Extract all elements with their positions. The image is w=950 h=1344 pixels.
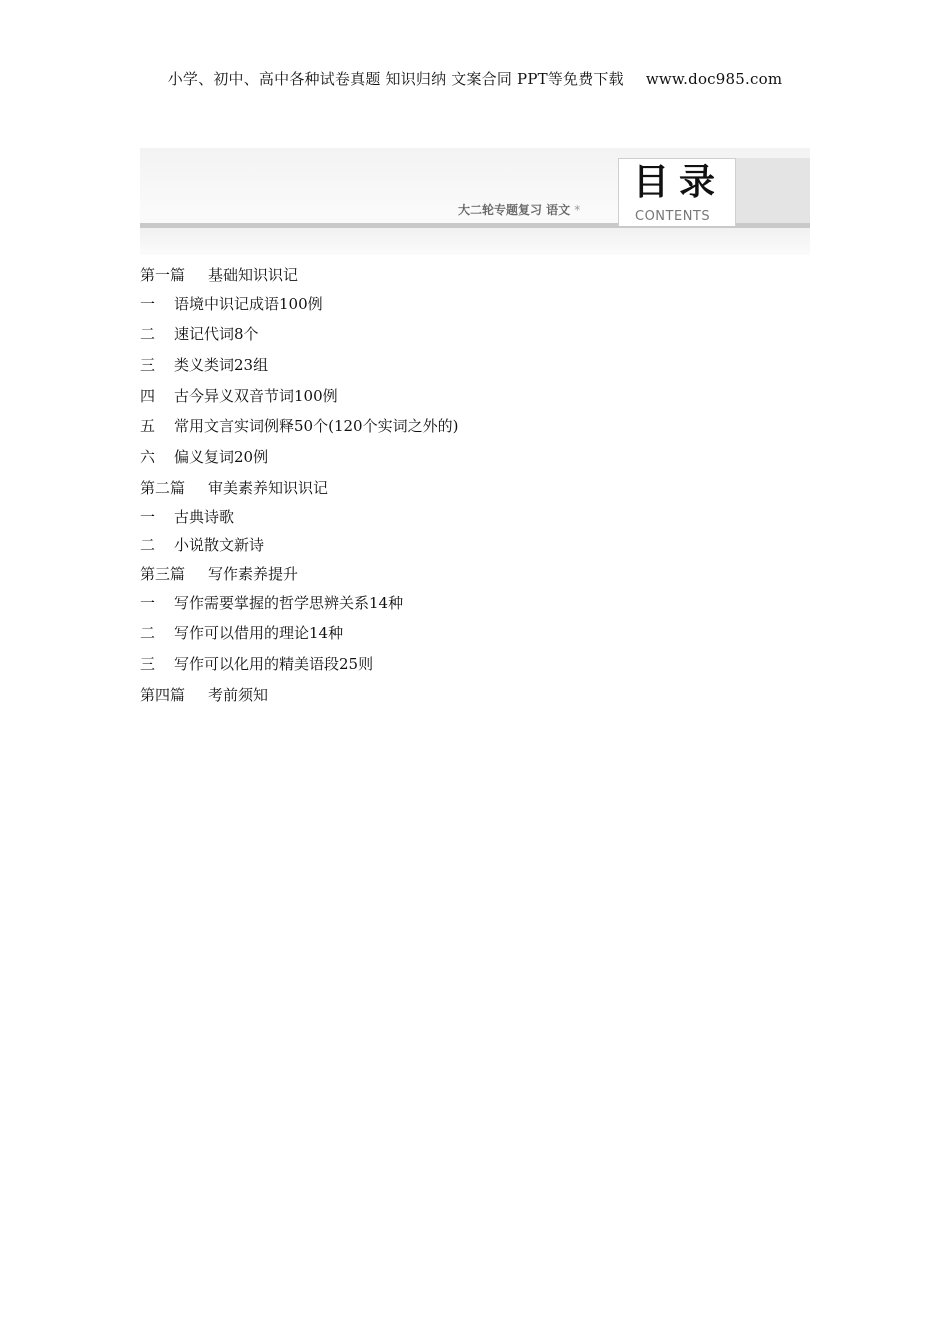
toc-title: 目录 bbox=[633, 162, 726, 203]
toc-item[interactable] bbox=[140, 593, 403, 613]
toc-item[interactable] bbox=[140, 355, 268, 375]
toc-part-2[interactable] bbox=[140, 478, 328, 498]
item-number: 三 bbox=[140, 655, 156, 673]
part-title: 考前须知 bbox=[208, 686, 269, 704]
toc-item[interactable] bbox=[140, 654, 373, 674]
item-title: 语境中识记成语100例 bbox=[174, 295, 323, 313]
part-title: 审美素养知识识记 bbox=[208, 479, 329, 497]
item-title: 类义类词23组 bbox=[174, 356, 269, 374]
toc-banner bbox=[140, 148, 810, 255]
toc-title-box bbox=[618, 158, 736, 226]
item-number: 二 bbox=[140, 536, 156, 554]
header-text: 小学、初中、高中各种试卷真题 知识归纳 文案合同 PPT等免费下载 bbox=[167, 70, 624, 88]
part-title: 写作素养提升 bbox=[208, 565, 299, 583]
item-number: 二 bbox=[140, 624, 156, 642]
course-name: 大二轮专题复习 语文 bbox=[458, 203, 571, 217]
part-number: 第四篇 bbox=[140, 686, 186, 704]
item-title: 常用文言实词例释50个(120个实词之外的) bbox=[174, 417, 459, 435]
page-header bbox=[0, 68, 950, 89]
item-number: 六 bbox=[140, 448, 156, 466]
toc-item[interactable] bbox=[140, 386, 338, 406]
part-number: 第一篇 bbox=[140, 266, 186, 284]
item-number: 一 bbox=[140, 508, 156, 526]
banner-tab bbox=[734, 158, 810, 223]
item-number: 一 bbox=[140, 594, 156, 612]
item-title: 偏义复词20例 bbox=[174, 448, 269, 466]
item-title: 速记代词8个 bbox=[174, 325, 259, 343]
header-site-link[interactable]: www.doc985.com bbox=[645, 70, 783, 88]
toc-item[interactable] bbox=[140, 416, 458, 436]
item-title: 写作需要掌握的哲学思辨关系14种 bbox=[174, 594, 404, 612]
toc-item[interactable] bbox=[140, 447, 268, 467]
toc-item[interactable] bbox=[140, 623, 343, 643]
toc-item[interactable] bbox=[140, 324, 259, 344]
item-number: 五 bbox=[140, 417, 156, 435]
item-title: 写作可以化用的精美语段25则 bbox=[174, 655, 374, 673]
toc-subtitle: CONTENTS bbox=[635, 209, 711, 224]
part-number: 第三篇 bbox=[140, 565, 186, 583]
toc-part-4[interactable] bbox=[140, 685, 268, 705]
toc-part-3[interactable] bbox=[140, 564, 298, 584]
toc-item[interactable] bbox=[140, 294, 323, 314]
toc-item[interactable] bbox=[140, 507, 234, 527]
item-number: 二 bbox=[140, 325, 156, 343]
star-icon: * bbox=[574, 203, 581, 217]
toc-part-1[interactable] bbox=[140, 265, 298, 285]
toc-item[interactable] bbox=[140, 535, 264, 555]
item-title: 古今异义双音节词100例 bbox=[174, 387, 338, 405]
item-title: 古典诗歌 bbox=[174, 508, 235, 526]
item-number: 四 bbox=[140, 387, 156, 405]
item-title: 小说散文新诗 bbox=[174, 536, 265, 554]
item-title: 写作可以借用的理论14种 bbox=[174, 624, 344, 642]
part-number: 第二篇 bbox=[140, 479, 186, 497]
banner-course-label bbox=[458, 201, 580, 218]
banner-shade bbox=[140, 228, 810, 255]
part-title: 基础知识识记 bbox=[208, 266, 299, 284]
item-number: 三 bbox=[140, 356, 156, 374]
item-number: 一 bbox=[140, 295, 156, 313]
